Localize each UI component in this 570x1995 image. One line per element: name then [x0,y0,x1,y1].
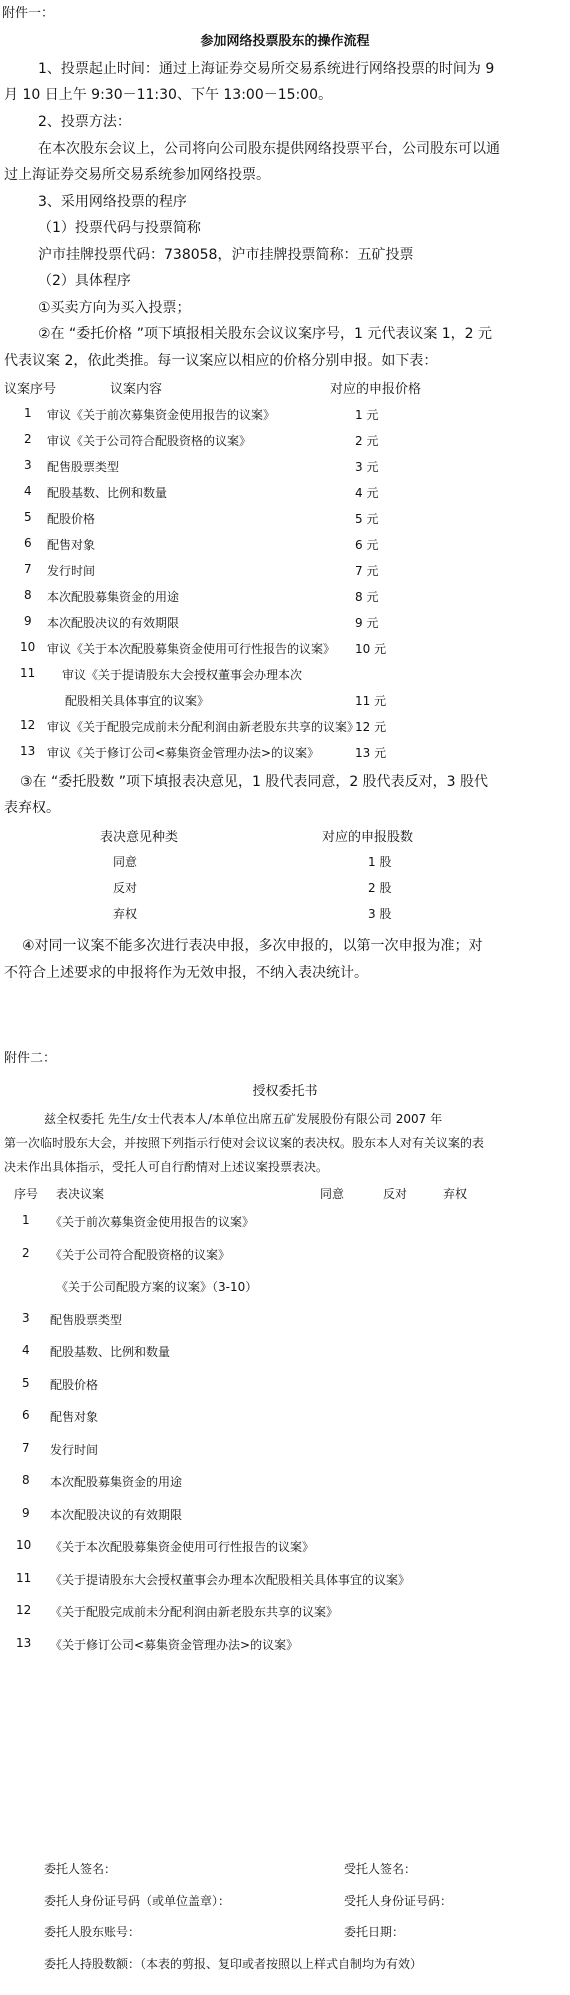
proxy-row-content: 《关于公司配股方案的议案》（3-10） [56,1280,258,1294]
para-step2-2: 代表议案 2，依此类推。每一议案应以相应的价格分别申报。如下表： [4,353,438,369]
price-row-number: 3 [24,458,32,472]
price-row-content: 审议《关于本次配股募集资金使用可行性报告的议案》 [47,642,336,656]
attachment1-title: 参加网络投票股东的操作流程 [200,34,370,49]
price-row-content: 审议《关于配股完成前未分配利润由新老股东共享的议案》 [47,720,360,734]
price-row-content: 审议《关于前次募集资金使用报告的议案》 [47,408,276,422]
agent-signature-label: 受托人签名： [344,1862,417,1876]
price-row-content: 配股相关具体事宜的议案》 [65,694,210,708]
price-row-price: 1 元 [355,408,379,422]
para-vote-time-2: 月 10 日上午 9:30－11:30、下午 13:00－15:00。 [4,87,333,103]
para-step4-2: 不符合上述要求的申报将作为无效申报，不纳入表决统计。 [4,965,368,981]
price-row-content: 审议《关于提请股东大会授权董事会办理本次 [62,668,303,682]
para-code: 沪市挂牌投票代码：738058，沪市挂牌投票简称：五矿投票 [38,247,414,263]
vote-table-header-shares: 对应的申报股数 [322,830,414,845]
price-row-content: 发行时间 [47,564,96,578]
price-row-price: 2 元 [355,434,379,448]
attachment2-title: 授权委托书 [252,1084,318,1099]
para-vote-method: 2、投票方法： [38,114,131,130]
proxy-header-agree: 同意 [320,1187,345,1201]
vote-row-kind: 同意 [113,855,138,869]
proxy-header-abstain: 弃权 [443,1187,468,1201]
proxy-header-oppose: 反对 [383,1187,408,1201]
price-row-number: 6 [24,536,32,550]
price-row-price: 10 元 [355,642,387,656]
attachment1-label: 附件一： [2,6,55,21]
para-step4-1: ④对同一议案不能多次进行表决申报，多次申报的，以第一次申报为准；对 [22,938,483,954]
price-row-price: 4 元 [355,486,379,500]
price-row-number: 4 [24,484,32,498]
vote-row-kind: 反对 [113,881,138,895]
proxy-date-label: 委托日期： [344,1925,405,1939]
price-row-number: 5 [24,510,32,524]
para-code-heading: （1）投票代码与投票简称 [38,220,201,236]
price-row-price: 13 元 [355,746,387,760]
para-platform-2: 过上海证券交易所交易系统参加网络投票。 [4,167,270,183]
price-row-number: 7 [24,562,32,576]
attachment2-label: 附件二： [4,1051,57,1066]
price-row-number: 1 [24,406,32,420]
price-row-number: 11 [20,666,36,680]
proxy-row-content: 本次配股决议的有效期限 [50,1508,183,1522]
price-row-number: 9 [24,614,32,628]
proxy-row-number: 7 [22,1441,30,1455]
vote-table-header-kind: 表决意见种类 [100,830,179,845]
price-row-number: 10 [20,640,36,654]
price-row-number: 2 [24,432,32,446]
price-table-header-content: 议案内容 [110,382,163,397]
para-step2-1: ②在 “委托价格 ”项下填报相关股东会议议案序号，1 元代表议案 1，2 元 [38,326,493,342]
proxy-row-content: 配售对象 [50,1410,99,1424]
price-row-price: 3 元 [355,460,379,474]
proxy-para-1: 兹全权委托 先生/女士代表本人/本单位出席五矿发展股份有限公司 2007 年 [44,1112,443,1126]
para-steps-heading: （2）具体程序 [38,273,131,289]
proxy-row-content: 《关于公司符合配股资格的议案》 [50,1248,231,1262]
proxy-para-3: 决未作出具体指示，受托人可自行酌情对上述议案投票表决。 [4,1160,329,1174]
price-row-price: 11 元 [355,694,387,708]
price-row-price: 5 元 [355,512,379,526]
proxy-row-content: 配售股票类型 [50,1313,123,1327]
proxy-header-no: 序号 [14,1187,39,1201]
price-row-content: 配股基数、比例和数量 [47,486,168,500]
para-step3-1: ③在 “委托股数 ”项下填报表决意见，1 股代表同意，2 股代表反对，3 股代 [20,774,489,790]
price-row-price: 6 元 [355,538,379,552]
proxy-row-number: 1 [22,1213,30,1227]
proxy-row-content: 配股基数、比例和数量 [50,1345,171,1359]
price-row-content: 本次配股决议的有效期限 [47,616,180,630]
proxy-row-content: 《关于前次募集资金使用报告的议案》 [50,1215,255,1229]
proxy-row-content: 发行时间 [50,1443,99,1457]
proxy-row-content: 《关于本次配股募集资金使用可行性报告的议案》 [50,1540,315,1554]
proxy-row-number: 11 [16,1571,32,1585]
price-row-number: 12 [20,718,36,732]
proxy-row-number: 12 [16,1603,32,1617]
price-row-price: 12 元 [355,720,387,734]
price-table-header-no: 议案序号 [4,382,57,397]
vote-row-shares: 3 股 [368,907,392,921]
proxy-row-content: 《关于配股完成前未分配利润由新老股东共享的议案》 [50,1605,339,1619]
proxy-row-number: 8 [22,1473,30,1487]
proxy-row-content: 《关于提请股东大会授权董事会办理本次配股相关具体事宜的议案》 [50,1573,411,1587]
principal-shares-label: 委托人持股数额：（本表的剪报、复印或者按照以上样式自制均为有效） [44,1957,423,1971]
price-table-header-price: 对应的申报价格 [330,382,422,397]
proxy-row-number: 13 [16,1636,32,1650]
proxy-row-content: 配股价格 [50,1378,99,1392]
proxy-row-number: 10 [16,1538,32,1552]
price-row-number: 13 [20,744,36,758]
para-step3-2: 表弃权。 [4,800,60,816]
agent-id-label: 受托人身份证号码： [344,1894,453,1908]
proxy-row-content: 本次配股募集资金的用途 [50,1475,183,1489]
price-row-content: 配售对象 [47,538,96,552]
price-row-price: 7 元 [355,564,379,578]
price-row-content: 配售股票类型 [47,460,120,474]
vote-row-kind: 弃权 [113,907,138,921]
price-row-number: 8 [24,588,32,602]
price-row-content: 审议《关于公司符合配股资格的议案》 [47,434,252,448]
price-row-price: 9 元 [355,616,379,630]
principal-account-label: 委托人股东账号： [44,1925,141,1939]
proxy-row-number: 2 [22,1246,30,1260]
proxy-row-number: 5 [22,1376,30,1390]
para-step1: ①买卖方向为买入投票； [38,300,191,316]
para-procedure: 3、采用网络投票的程序 [38,194,187,210]
price-row-content: 审议《关于修订公司<募集资金管理办法>的议案》 [47,746,320,760]
proxy-header-content: 表决议案 [56,1187,105,1201]
proxy-row-number: 6 [22,1408,30,1422]
proxy-para-2: 第一次临时股东大会，并按照下列指示行使对会议议案的表决权。股东本人对有关议案的表 [4,1136,485,1150]
vote-row-shares: 1 股 [368,855,392,869]
proxy-row-number: 9 [22,1506,30,1520]
price-row-content: 配股价格 [47,512,96,526]
price-row-content: 本次配股募集资金的用途 [47,590,180,604]
para-platform-1: 在本次股东会议上，公司将向公司股东提供网络投票平台，公司股东可以通 [38,141,500,157]
price-row-price: 8 元 [355,590,379,604]
proxy-row-number: 3 [22,1311,30,1325]
proxy-row-content: 《关于修订公司<募集资金管理办法>的议案》 [50,1638,299,1652]
principal-signature-label: 委托人签名： [44,1862,117,1876]
para-vote-time-1: 1、投票起止时间：通过上海证券交易所交易系统进行网络投票的时间为 9 [38,61,495,77]
vote-row-shares: 2 股 [368,881,392,895]
principal-id-label: 委托人身份证号码（或单位盖章）： [44,1894,231,1908]
proxy-row-number: 4 [22,1343,30,1357]
